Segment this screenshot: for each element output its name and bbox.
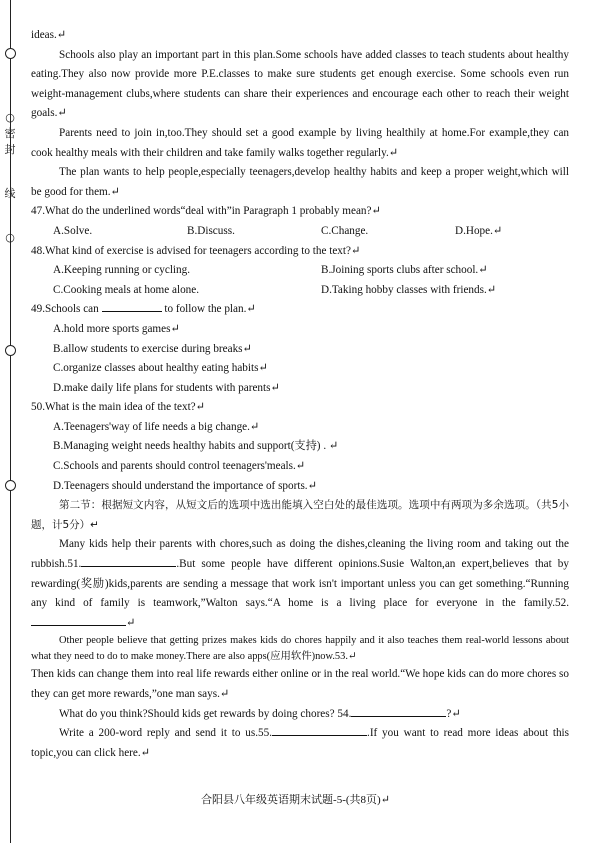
q50-option-d: D.Teenagers should understand the importance of sports.↵ xyxy=(53,479,317,492)
passage2-paragraph-3: Then kids can change them into real life rewards either online or in the real world.“We hope kids can do more chores so they can get more rewards,”one man says.↵ xyxy=(31,668,569,700)
blank-51 xyxy=(81,555,176,567)
q50-option-b: B.Managing weight needs healthy habits and support(支持) . ↵ xyxy=(53,440,339,453)
passage-paragraph-schools: Schools also play an important part in this plan.Some schools have added classes to teach students about healthy eating.They also now provide more P.E.classes to make sure students get enough exercise. Some schools even run weight-management clubs,where students can share their experiences and encourage each other to reach their weight goals.↵ xyxy=(31,48,569,120)
q47-option-b: B.Discuss. xyxy=(187,224,235,237)
q49-blank xyxy=(102,300,162,312)
q48-option-a: A.Keeping running or cycling. xyxy=(53,264,191,277)
seal-label-feng: 封 xyxy=(4,143,16,156)
q49-option-d: D.make daily life plans for students with parents↵ xyxy=(53,381,280,394)
blank-55 xyxy=(272,724,367,736)
question-48-options-ab xyxy=(31,261,569,281)
p4-text-a: What do you think?Should kids get rewards by doing chores? 54. xyxy=(59,707,352,720)
page-content xyxy=(31,26,569,763)
q48-option-d: D.Taking hobby classes with friends.↵ xyxy=(321,283,497,296)
question-48-options-cd xyxy=(31,281,569,301)
q48-option-b: B.Joining sports clubs after school.↵ xyxy=(321,264,488,277)
seal-circle-mid xyxy=(5,345,16,356)
seal-circle-low xyxy=(5,480,16,491)
passage-paragraph-plan: The plan wants to help people,especially teenagers,develop healthy habits and keep a proper weight,which will be good for them.↵ xyxy=(31,166,569,198)
seal-circle-top xyxy=(5,48,16,59)
passage-paragraph-parents: Parents need to join in,too.They should set a good example by living healthily at home.For example,they can cook healthy meals with their children and take family walks together regularly.↵ xyxy=(31,126,569,159)
section-2-instruction: 第二节：根据短文内容，从短文后的选项中选出能填入空白处的最佳选项。选项中有两项为多余选项。（共5小题，计5分）↵ xyxy=(31,499,569,531)
p2-text-c: ↵ xyxy=(126,616,136,629)
q48-option-c: C.Cooking meals at home alone. xyxy=(53,283,200,296)
blank-52 xyxy=(31,614,126,626)
seal-label-circle: ○ xyxy=(5,111,15,124)
q47-option-d: D.Hope.↵ xyxy=(455,224,503,237)
blank-54 xyxy=(351,705,446,717)
question-47-options xyxy=(31,222,569,242)
p5-text-a: Write a 200-word reply and send it to us.55. xyxy=(59,727,273,740)
passage2-paragraph-5 xyxy=(31,724,569,763)
q49-option-c: C.organize classes about healthy eating habits↵ xyxy=(53,362,268,375)
question-50-stem: 50.What is the main idea of the text?↵ xyxy=(31,401,206,414)
q49-stem-end: to follow the plan.↵ xyxy=(164,303,256,316)
passage-line-ideas: ideas.↵ xyxy=(31,29,67,41)
passage2-paragraph-2: Other people believe that getting prizes makes kids do chores happily and it also teaches them real-world lessons about what they need to do to make money.There are also apps(应用软件)now.53.↵ xyxy=(31,635,569,663)
question-48-stem: 48.What kind of exercise is advised for teenagers according to the text?↵ xyxy=(31,244,361,257)
q47-option-c: C.Change. xyxy=(321,224,369,237)
question-49-stem xyxy=(31,300,569,320)
p4-text-b: ?↵ xyxy=(446,707,461,720)
q50-option-c: C.Schools and parents should control teenagers'meals.↵ xyxy=(53,460,306,473)
p5-text-b: .If you want to read more ideas about this topic,you can click here.↵ xyxy=(31,727,569,759)
p2-text-a: Many kids help their parents with chores,such as doing the dishes,cleaning the living room and taking out the rubbish.51. xyxy=(31,538,569,571)
p2-text-b: .But some people have different opinions.Susie Walton,an expert,believes that by rewarding(奖励)kids,parents are sending a message that work isn't important unless you can get something.“Running any kind of family is teamwork,”Walton says.“A home is a living place for everyone in the family.52. xyxy=(31,558,569,610)
passage2-paragraph-4 xyxy=(31,705,569,725)
seal-label-xian: 线 xyxy=(4,187,16,200)
q49-option-a: A.hold more sports games↵ xyxy=(53,322,180,335)
q49-stem-start: 49.Schools can xyxy=(31,303,99,316)
seal-label-mi: 密 xyxy=(4,127,16,140)
passage2-paragraph-1 xyxy=(31,535,569,633)
q49-option-b: B.allow students to exercise during breaks↵ xyxy=(53,342,252,355)
seal-label-circle-2: ○ xyxy=(5,231,15,244)
page-footer: 合阳县八年级英语期末试题-5-(共8页)↵ xyxy=(201,794,390,806)
q50-option-a: A.Teenagers'way of life needs a big change.↵ xyxy=(53,420,260,433)
question-47-stem: 47.What do the underlined words“deal with”in Paragraph 1 probably mean?↵ xyxy=(31,205,381,218)
q47-option-a: A.Solve. xyxy=(53,224,93,237)
